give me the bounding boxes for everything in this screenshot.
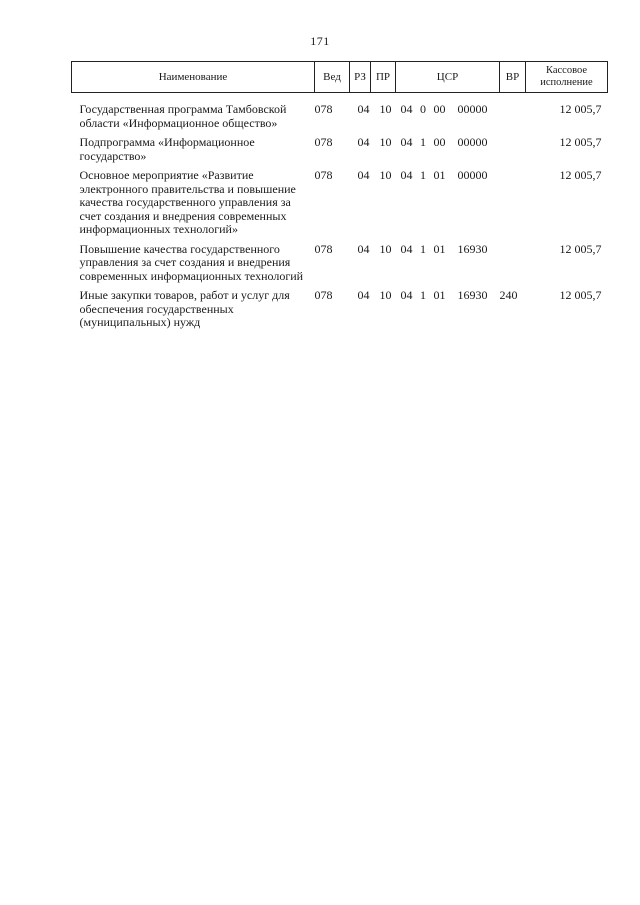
table-header [72, 62, 608, 93]
row-csr [396, 130, 500, 163]
header-name: Наименование [72, 62, 315, 93]
row-rz: 04 [357, 288, 370, 302]
row-csr-main: 00 [433, 102, 446, 116]
header-kas-line1: Кассовое [545, 65, 588, 76]
row-vr [500, 130, 526, 163]
row-rz: 04 [357, 168, 370, 182]
row-rz: 04 [357, 102, 370, 116]
header-kassovoe-ispolnenie [526, 62, 608, 93]
row-rz-pr [350, 130, 396, 163]
row-amount: 12 005,7 [559, 135, 602, 149]
row-rz: 04 [357, 241, 370, 256]
header-ved: Вед [315, 62, 350, 93]
row-ved: 078 [314, 168, 333, 182]
page-number: 171 [310, 34, 330, 48]
row-csr-prog: 04 [400, 288, 413, 302]
table-row [72, 163, 608, 237]
row-csr-dir: 16930 [457, 288, 488, 302]
row-csr-prog: 04 [400, 168, 413, 182]
table-row [72, 130, 608, 163]
row-csr [396, 283, 500, 330]
row-ved: 078 [314, 288, 333, 302]
row-ved: 078 [314, 135, 333, 149]
row-name: Государственная программа Тамбовской области «Информационное общество» [79, 102, 287, 130]
table-row [72, 237, 608, 284]
row-csr-sub: 0 [420, 102, 426, 116]
table-row [72, 283, 608, 330]
row-rz: 04 [357, 135, 370, 149]
row-vr [500, 93, 526, 131]
row-ved: 078 [314, 241, 333, 256]
row-name: Иные закупки товаров, работ и услуг для обеспечения государственных (муниципальных) нужд [79, 288, 290, 329]
row-name: Повышение качества государственного управления за счет создания и внедрения современных информационных технологий [79, 241, 304, 283]
header-csr: ЦСР [396, 62, 500, 93]
row-pr: 10 [379, 168, 392, 182]
row-name: Подпрограмма «Информационное государство» [79, 135, 255, 163]
row-pr: 10 [379, 102, 392, 116]
row-csr-dir: 16930 [457, 241, 488, 256]
row-pr: 10 [379, 241, 392, 256]
row-pr: 10 [379, 288, 392, 302]
header-rz: РЗ [350, 62, 371, 93]
row-csr-main: 00 [433, 135, 446, 149]
row-vr [500, 237, 526, 284]
row-csr-dir: 00000 [457, 135, 488, 149]
table-row [72, 93, 608, 131]
row-csr [396, 163, 500, 237]
row-rz-pr [350, 93, 396, 131]
row-csr-main: 01 [433, 168, 446, 182]
row-csr-prog: 04 [400, 102, 413, 116]
row-csr-sub: 1 [420, 241, 426, 256]
row-csr-sub: 1 [420, 135, 426, 149]
row-csr-main: 01 [433, 241, 446, 256]
row-name: Основное мероприятие «Развитие электронного правительства и повышение качества государственного управления за счет создания и внедрения современных информационных технологий» [79, 168, 296, 236]
row-csr-dir: 00000 [457, 102, 488, 116]
row-csr-main: 01 [433, 288, 446, 302]
row-csr-prog: 04 [400, 241, 413, 256]
header-pr: ПР [371, 62, 396, 93]
row-csr-prog: 04 [400, 135, 413, 149]
row-vr [500, 163, 526, 237]
row-amount: 12 005,7 [559, 288, 602, 302]
row-pr: 10 [379, 135, 392, 149]
row-csr [396, 237, 500, 284]
row-csr-sub: 1 [420, 288, 426, 302]
row-vr: 240 [499, 288, 518, 302]
row-rz-pr [350, 237, 396, 284]
row-amount: 12 005,7 [559, 241, 602, 256]
header-vr: ВР [500, 62, 526, 93]
row-csr-sub: 1 [420, 168, 426, 182]
row-rz-pr [350, 163, 396, 237]
header-kas-line2: исполнение [540, 77, 593, 88]
budget-table [71, 61, 608, 330]
row-rz-pr [350, 283, 396, 330]
row-csr [396, 93, 500, 131]
row-amount: 12 005,7 [559, 168, 602, 182]
row-csr-dir: 00000 [457, 168, 488, 182]
row-ved: 078 [314, 102, 333, 116]
row-amount: 12 005,7 [559, 102, 602, 116]
